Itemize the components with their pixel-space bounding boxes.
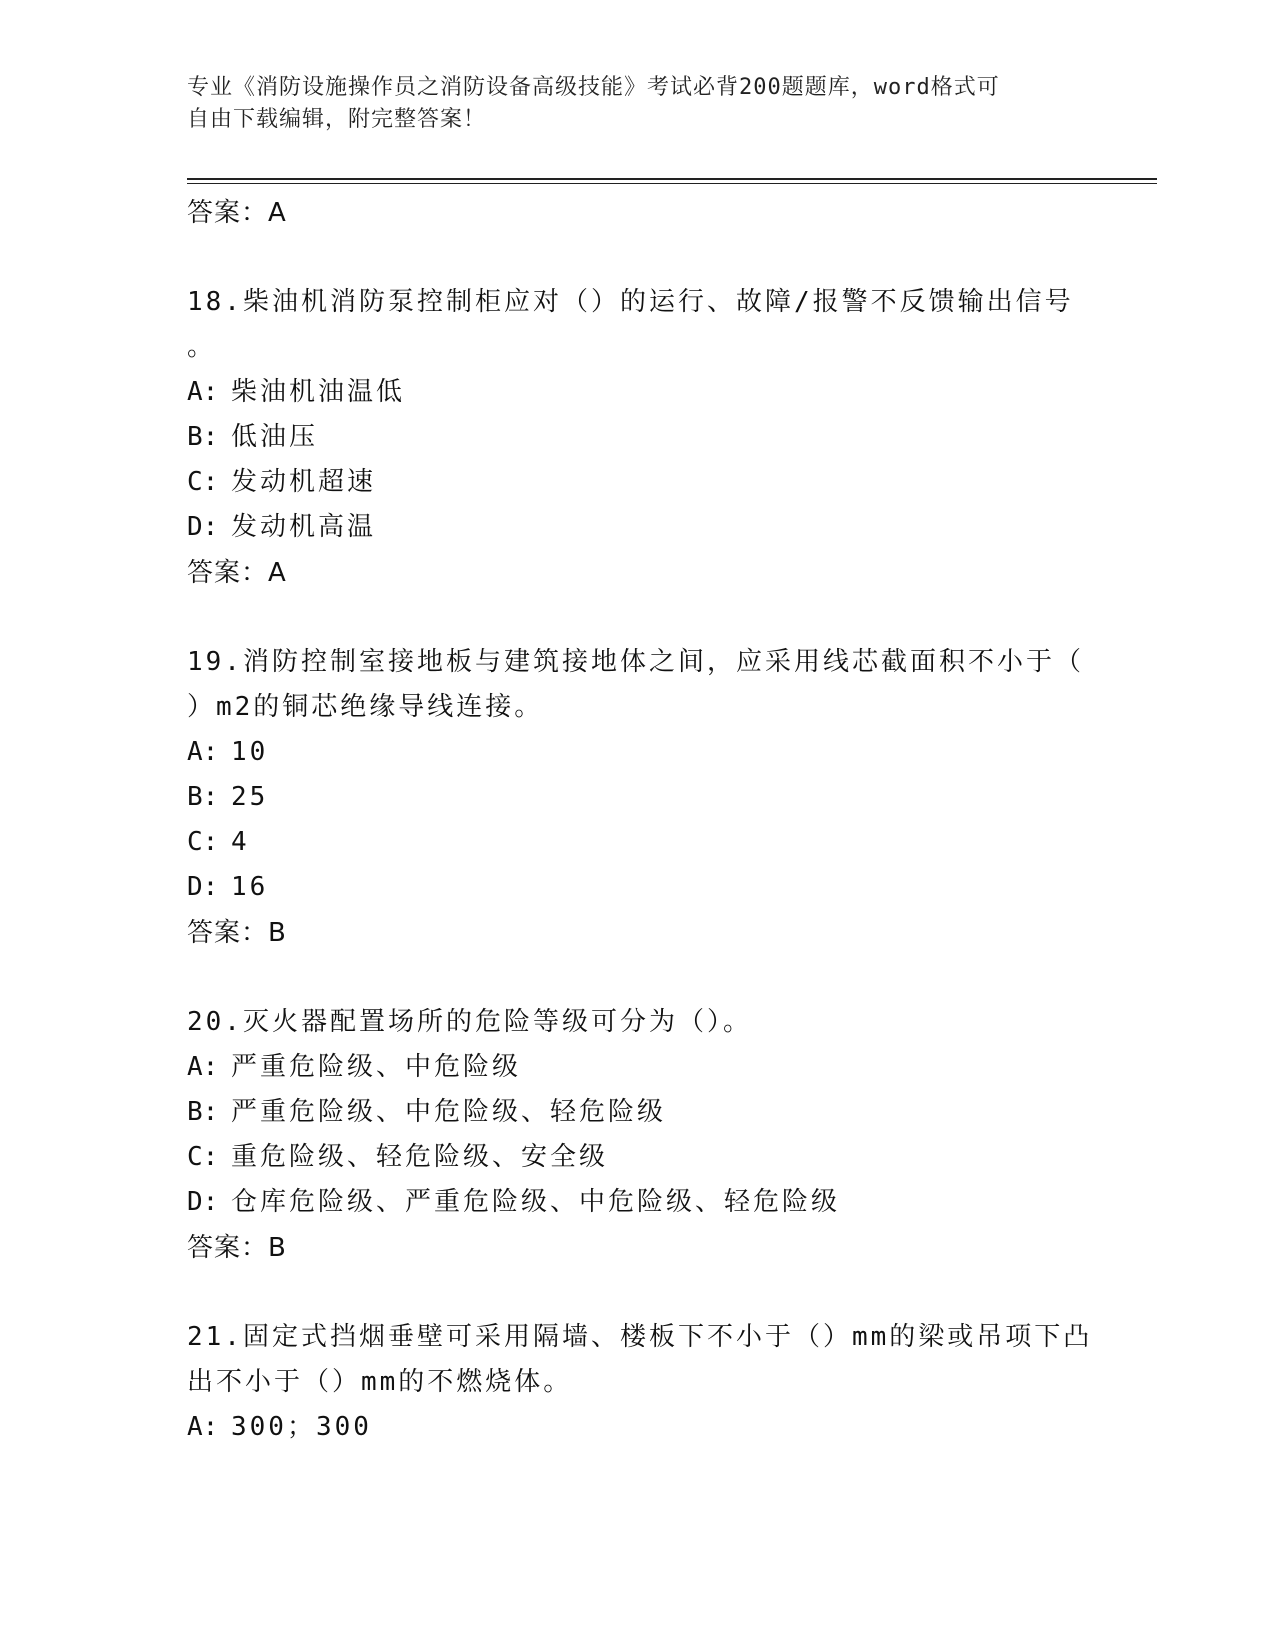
option-a bbox=[187, 1405, 1087, 1450]
question-stem-line: 19.消防控制室接地板与建筑接地体之间，应采用线芯截面积不小于（ bbox=[187, 647, 1084, 677]
header-divider-thick bbox=[187, 178, 1157, 180]
question-stem-line: 21.固定式挡烟垂壁可采用隔墙、楼板下不小于（）mm的梁或吊项下凸 bbox=[187, 1322, 1093, 1352]
previous-answer: 答案：A bbox=[187, 198, 287, 228]
option-text: 仓库危险级、严重危险级、中危险级、轻危险级 bbox=[231, 1187, 841, 1217]
question-stem-line: 20.灭火器配置场所的危险等级可分为（）。 bbox=[187, 1007, 752, 1037]
option-a bbox=[187, 1045, 1087, 1090]
option-label: B: bbox=[187, 422, 219, 452]
option-text: 300；300 bbox=[231, 1412, 372, 1442]
option-c bbox=[187, 1135, 1087, 1180]
option-text: 10 bbox=[231, 737, 269, 767]
option-text: 4 bbox=[231, 827, 250, 857]
option-text: 重危险级、轻危险级、安全级 bbox=[231, 1142, 609, 1172]
question-20 bbox=[187, 1000, 1087, 1271]
option-text: 25 bbox=[231, 782, 269, 812]
option-label: A: bbox=[187, 377, 219, 407]
answer: 答案：B bbox=[187, 918, 287, 948]
option-b bbox=[187, 415, 1087, 460]
question-19 bbox=[187, 640, 1087, 956]
question-21 bbox=[187, 1315, 1093, 1450]
option-label: D: bbox=[187, 872, 219, 902]
option-a bbox=[187, 370, 1087, 415]
option-text: 严重危险级、中危险级 bbox=[231, 1052, 522, 1082]
option-d bbox=[187, 505, 1087, 550]
option-text: 16 bbox=[231, 872, 269, 902]
option-c bbox=[187, 820, 1087, 865]
option-c bbox=[187, 460, 1087, 505]
option-label: D: bbox=[187, 512, 219, 542]
option-label: A: bbox=[187, 1412, 219, 1442]
option-d bbox=[187, 1180, 1087, 1225]
option-d bbox=[187, 865, 1087, 910]
question-stem-line: ）m2的铜芯绝缘导线连接。 bbox=[187, 692, 544, 722]
option-text: 发动机超速 bbox=[231, 467, 377, 497]
option-text: 发动机高温 bbox=[231, 512, 377, 542]
document-header bbox=[187, 72, 1067, 136]
option-label: D: bbox=[187, 1187, 219, 1217]
option-label: C: bbox=[187, 1142, 219, 1172]
option-text: 低油压 bbox=[231, 422, 319, 452]
option-label: B: bbox=[187, 782, 219, 812]
question-list bbox=[187, 190, 1093, 1450]
question-stem-line: 。 bbox=[187, 332, 217, 362]
answer: 答案：B bbox=[187, 1233, 287, 1263]
header-divider-thin bbox=[187, 183, 1157, 184]
option-label: B: bbox=[187, 1097, 219, 1127]
header-line-2: 自由下载编辑，附完整答案！ bbox=[187, 107, 487, 132]
option-label: A: bbox=[187, 1052, 219, 1082]
question-18 bbox=[187, 280, 1087, 596]
option-label: C: bbox=[187, 467, 219, 497]
option-a bbox=[187, 730, 1087, 775]
option-text: 柴油机油温低 bbox=[231, 377, 406, 407]
question-stem-line: 出不小于（）mm的不燃烧体。 bbox=[187, 1367, 573, 1397]
header-line-1: 专业《消防设施操作员之消防设备高级技能》考试必背200题题库，word格式可 bbox=[187, 75, 1000, 100]
option-label: C: bbox=[187, 827, 219, 857]
option-label: A: bbox=[187, 737, 219, 767]
question-stem-line: 18.柴油机消防泵控制柜应对（）的运行、故障/报警不反馈输出信号 bbox=[187, 287, 1074, 317]
option-text: 严重危险级、中危险级、轻危险级 bbox=[231, 1097, 667, 1127]
option-b bbox=[187, 775, 1087, 820]
option-b bbox=[187, 1090, 1087, 1135]
answer: 答案：A bbox=[187, 558, 287, 588]
